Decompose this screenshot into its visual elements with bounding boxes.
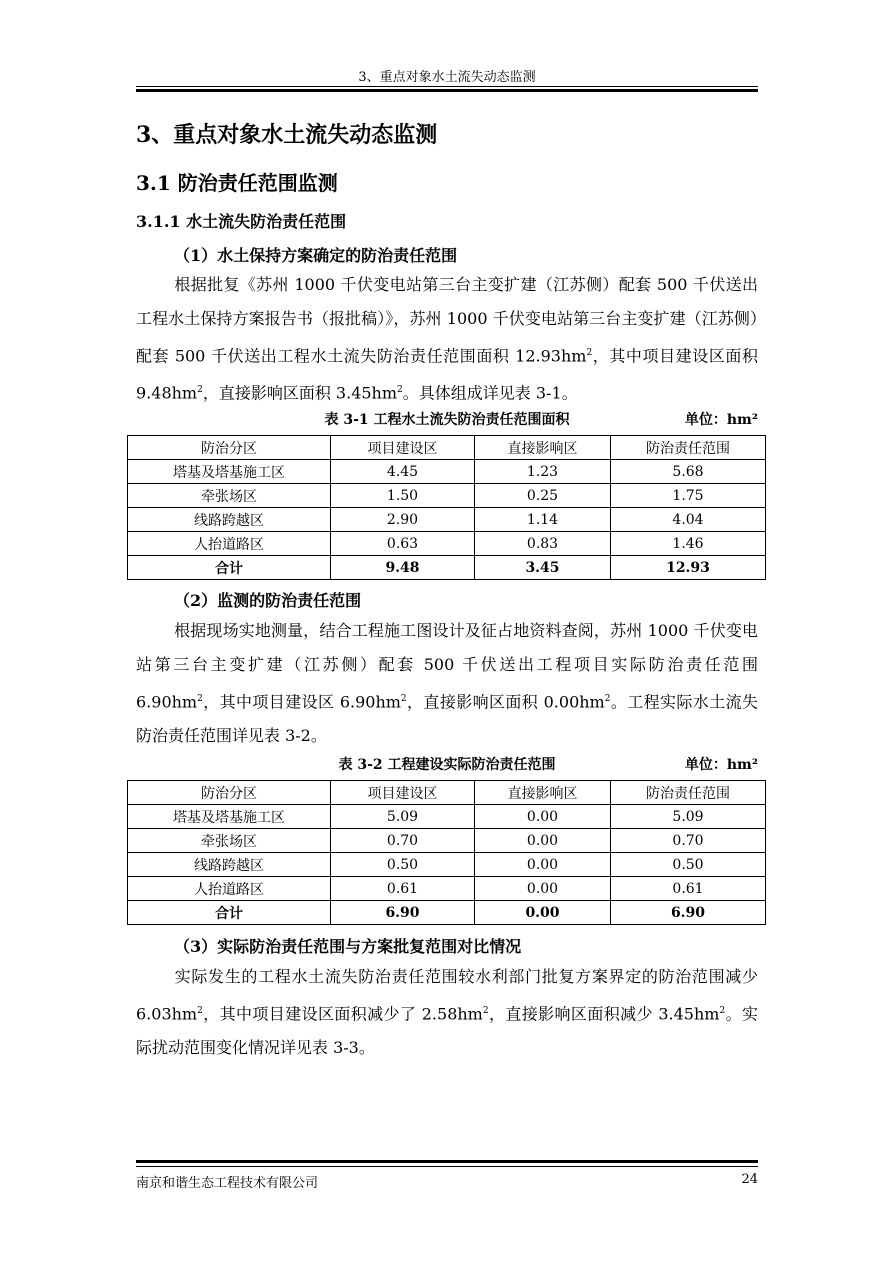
para3-d: 。实际扰动范围变化情况详见表 3-3。 (136, 1004, 758, 1058)
table-cell: 0.00 (475, 877, 611, 901)
para2-c: ，直接影响区面积 0.00hm (406, 692, 605, 712)
table-header-cell: 防治分区 (128, 781, 331, 805)
table-cell: 合计 (128, 901, 331, 925)
paragraph-2 (136, 614, 758, 753)
chapter-title: 3、重点对象水土流失动态监测 (136, 122, 438, 148)
table-header-cell: 防治责任范围 (611, 436, 766, 460)
table-total-row (128, 556, 766, 580)
sup: 2 (604, 694, 611, 704)
table-header-cell: 直接影响区 (475, 781, 611, 805)
table-cell: 5.09 (331, 805, 475, 829)
table-cell: 4.45 (331, 460, 475, 484)
header-rule-thin (136, 86, 758, 87)
table1-unit: 单位：hm² (684, 412, 758, 428)
table-cell: 6.90 (611, 901, 766, 925)
sup: 2 (482, 1006, 489, 1016)
table-2 (127, 780, 766, 925)
table-cell: 0.70 (611, 829, 766, 853)
table-cell: 0.83 (475, 532, 611, 556)
table-cell: 2.90 (331, 508, 475, 532)
table-cell: 5.68 (611, 460, 766, 484)
table-header-row (128, 436, 766, 460)
footer-company: 南京和谐生态工程技术有限公司 (136, 1176, 319, 1191)
table1-caption: 表 3-1 工程水土流失防治责任范围面积 (324, 412, 570, 428)
table-row (128, 877, 766, 901)
table-row (128, 805, 766, 829)
para1-d: 。具体组成详见表 3-1。 (402, 383, 578, 403)
table-cell: 9.48 (331, 556, 475, 580)
table-cell: 0.00 (475, 901, 611, 925)
table-header-cell: 项目建设区 (331, 436, 475, 460)
table-row (128, 829, 766, 853)
table-cell: 0.61 (611, 877, 766, 901)
table-cell: 塔基及塔基施工区 (128, 805, 331, 829)
table-cell: 牵张场区 (128, 829, 331, 853)
sup: 2 (397, 385, 403, 396)
para1-b: ，其中项目建设区面积 9.48hm (136, 346, 758, 403)
header-rule-thick (136, 89, 758, 92)
table-cell: 0.00 (475, 829, 611, 853)
table2-caption-row (136, 754, 758, 774)
table-cell: 4.04 (611, 508, 766, 532)
table-cell: 0.00 (475, 805, 611, 829)
table-cell: 0.25 (475, 484, 611, 508)
paragraph-1 (136, 268, 758, 411)
para3-b: ，其中项目建设区面积减少了 2.58hm (202, 1004, 483, 1024)
paragraph-3 (136, 960, 758, 1065)
para2-a: 根据现场实地测量，结合工程施工图设计及征占地资料查阅，苏州 1000 千伏变电站第三台主变扩建（江苏侧）配套 500 千伏送出工程项目实际防治责任范围 6.90hm (136, 621, 758, 712)
subsection-title: 3.1.1 水土流失防治责任范围 (136, 212, 347, 231)
footer-rule-thick (136, 1160, 758, 1163)
table-1 (127, 435, 766, 580)
sup: 2 (719, 1006, 726, 1016)
table-cell: 塔基及塔基施工区 (128, 460, 331, 484)
subheading-3: （3）实际防治责任范围与方案批复范围对比情况 (174, 937, 522, 956)
table-cell: 人抬道路区 (128, 532, 331, 556)
sup: 2 (400, 694, 407, 704)
table-cell: 0.50 (611, 853, 766, 877)
sup: 2 (586, 348, 593, 358)
table-cell: 1.14 (475, 508, 611, 532)
table-row (128, 532, 766, 556)
subheading-2: （2）监测的防治责任范围 (174, 591, 362, 610)
table2-caption: 表 3-2 工程建设实际防治责任范围 (338, 757, 556, 773)
table-cell: 0.00 (475, 853, 611, 877)
table-cell: 5.09 (611, 805, 766, 829)
table-row (128, 460, 766, 484)
table-cell: 线路跨越区 (128, 853, 331, 877)
table2-unit: 单位：hm² (684, 757, 758, 773)
footer-rule-thin (136, 1166, 758, 1167)
table-cell: 0.70 (331, 829, 475, 853)
table-cell: 12.93 (611, 556, 766, 580)
para3-c: ，直接影响区面积减少 3.45hm (488, 1004, 720, 1024)
table-cell: 0.63 (331, 532, 475, 556)
table-cell: 0.50 (331, 853, 475, 877)
table-cell: 1.75 (611, 484, 766, 508)
table-total-row (128, 901, 766, 925)
table-cell: 合计 (128, 556, 331, 580)
para3-a: 实际发生的工程水土流失防治责任范围较水利部门批复方案界定的防治范围减少 6.03hm (136, 967, 758, 1024)
table-cell: 3.45 (475, 556, 611, 580)
table-cell: 1.50 (331, 484, 475, 508)
table-cell: 0.61 (331, 877, 475, 901)
table1-caption-row (136, 409, 758, 429)
sup: 2 (197, 385, 203, 396)
table-cell: 牵张场区 (128, 484, 331, 508)
sup: 2 (197, 1006, 203, 1016)
table-cell: 1.46 (611, 532, 766, 556)
para2-b: ，其中项目建设区 6.90hm (202, 692, 401, 712)
table-header-cell: 项目建设区 (331, 781, 475, 805)
section-title: 3.1 防治责任范围监测 (136, 171, 338, 195)
sup: 2 (197, 694, 203, 704)
table-cell: 线路跨越区 (128, 508, 331, 532)
table-header-row (128, 781, 766, 805)
table-cell: 1.23 (475, 460, 611, 484)
table-header-cell: 防治责任范围 (611, 781, 766, 805)
table-header-cell: 直接影响区 (475, 436, 611, 460)
para1-a: 根据批复《苏州 1000 千伏变电站第三台主变扩建（江苏侧）配套 500 千伏送出工程水土保持方案报告书（报批稿）》，苏州 1000 千伏变电站第三台主变扩建（江苏侧）配套 500 千伏送出工程水土流失防治责任范围面积 12.93hm (136, 275, 758, 366)
table-cell: 6.90 (331, 901, 475, 925)
table-header-cell: 防治分区 (128, 436, 331, 460)
table-row (128, 508, 766, 532)
para2-d: 。工程实际水土流失防治责任范围详见表 3-2。 (136, 692, 758, 746)
table-row (128, 853, 766, 877)
subheading-1: （1）水土保持方案确定的防治责任范围 (174, 246, 458, 265)
running-header: 3、重点对象水土流失动态监测 (358, 70, 536, 85)
table-cell: 人抬道路区 (128, 877, 331, 901)
para1-c: ，直接影响区面积 3.45hm (202, 383, 398, 403)
page-number: 24 (741, 1172, 758, 1187)
table-row (128, 484, 766, 508)
